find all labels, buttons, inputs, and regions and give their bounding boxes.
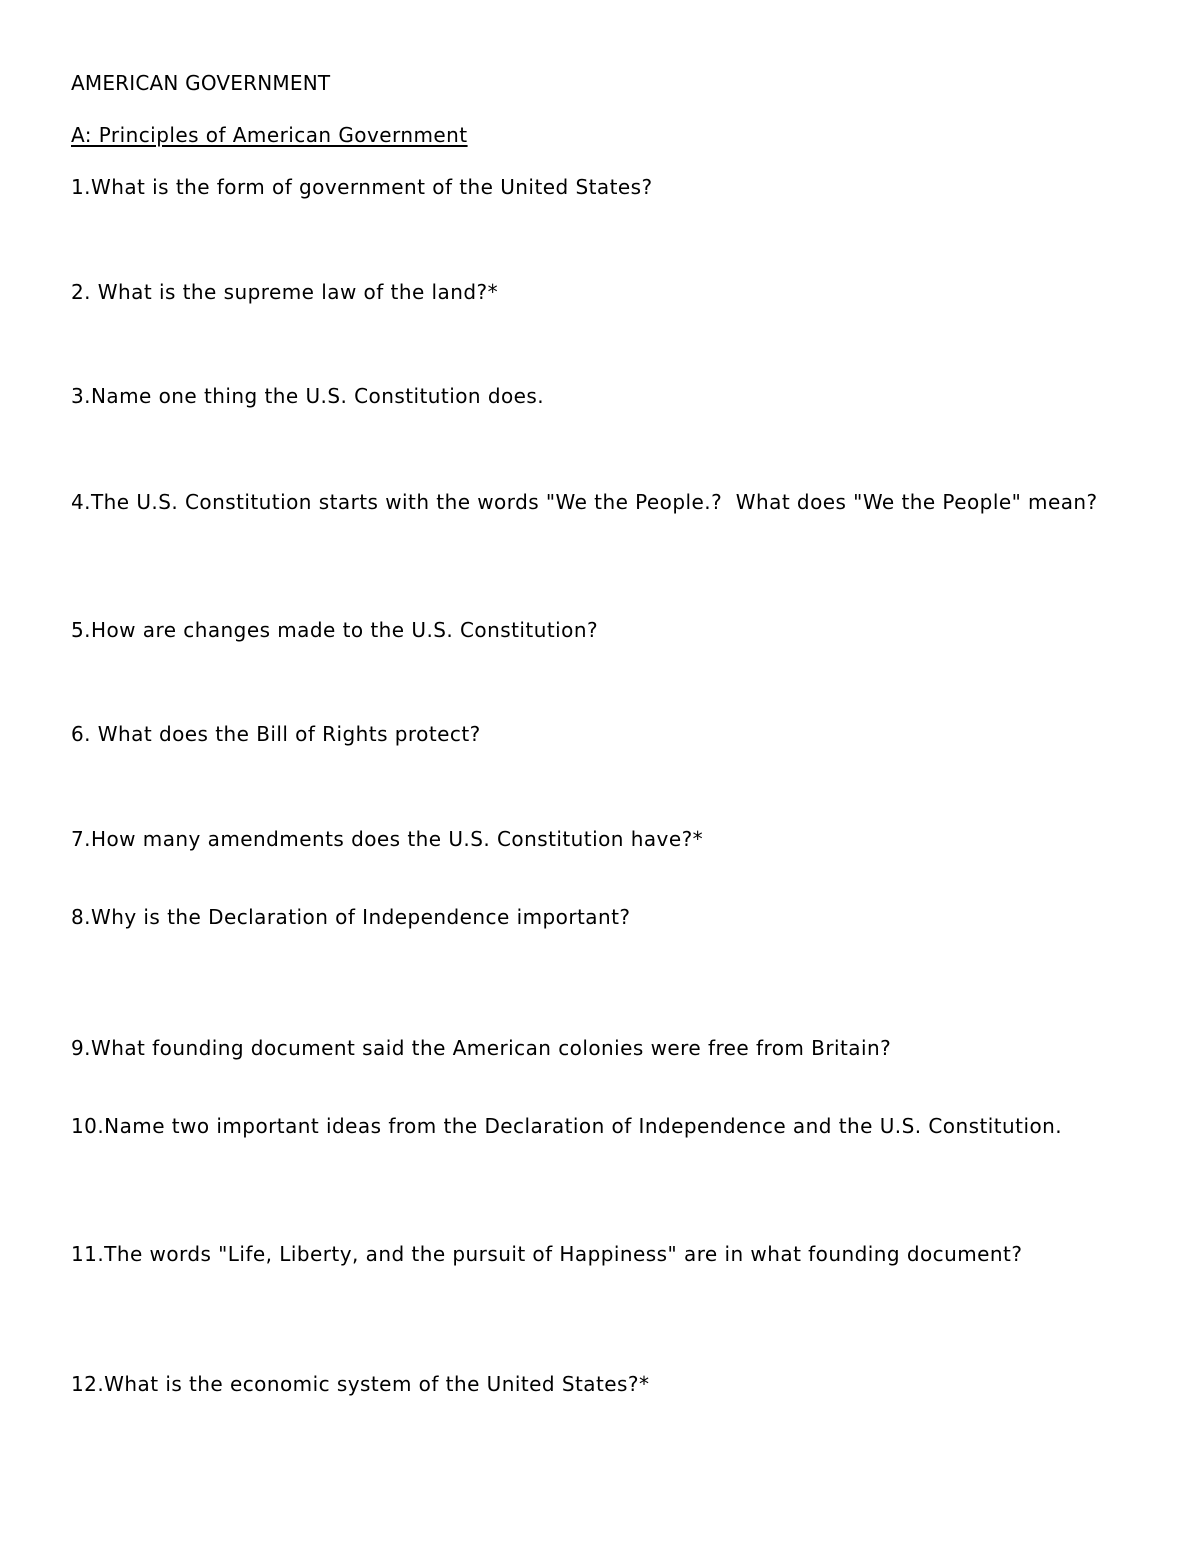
question-5: 5.How are changes made to the U.S. Constitution? bbox=[71, 618, 599, 642]
question-8: 8.Why is the Declaration of Independence important? bbox=[71, 905, 631, 929]
question-3: 3.Name one thing the U.S. Constitution does. bbox=[71, 384, 545, 408]
section-heading: A: Principles of American Government bbox=[71, 123, 468, 147]
question-4: 4.The U.S. Constitution starts with the words "We the People.? What does "We the People" mean? bbox=[71, 490, 1098, 514]
page-title: AMERICAN GOVERNMENT bbox=[71, 71, 331, 95]
question-2: 2. What is the supreme law of the land?* bbox=[71, 280, 499, 304]
question-12: 12.What is the economic system of the United States?* bbox=[71, 1372, 650, 1396]
question-9: 9.What founding document said the American colonies were free from Britain? bbox=[71, 1036, 892, 1060]
question-11: 11.The words "Life, Liberty, and the pursuit of Happiness" are in what founding document? bbox=[71, 1242, 1023, 1266]
question-10: 10.Name two important ideas from the Declaration of Independence and the U.S. Constitution. bbox=[71, 1114, 1063, 1138]
question-6: 6. What does the Bill of Rights protect? bbox=[71, 722, 481, 746]
question-1: 1.What is the form of government of the United States? bbox=[71, 175, 653, 199]
question-7: 7.How many amendments does the U.S. Constitution have?* bbox=[71, 827, 704, 851]
